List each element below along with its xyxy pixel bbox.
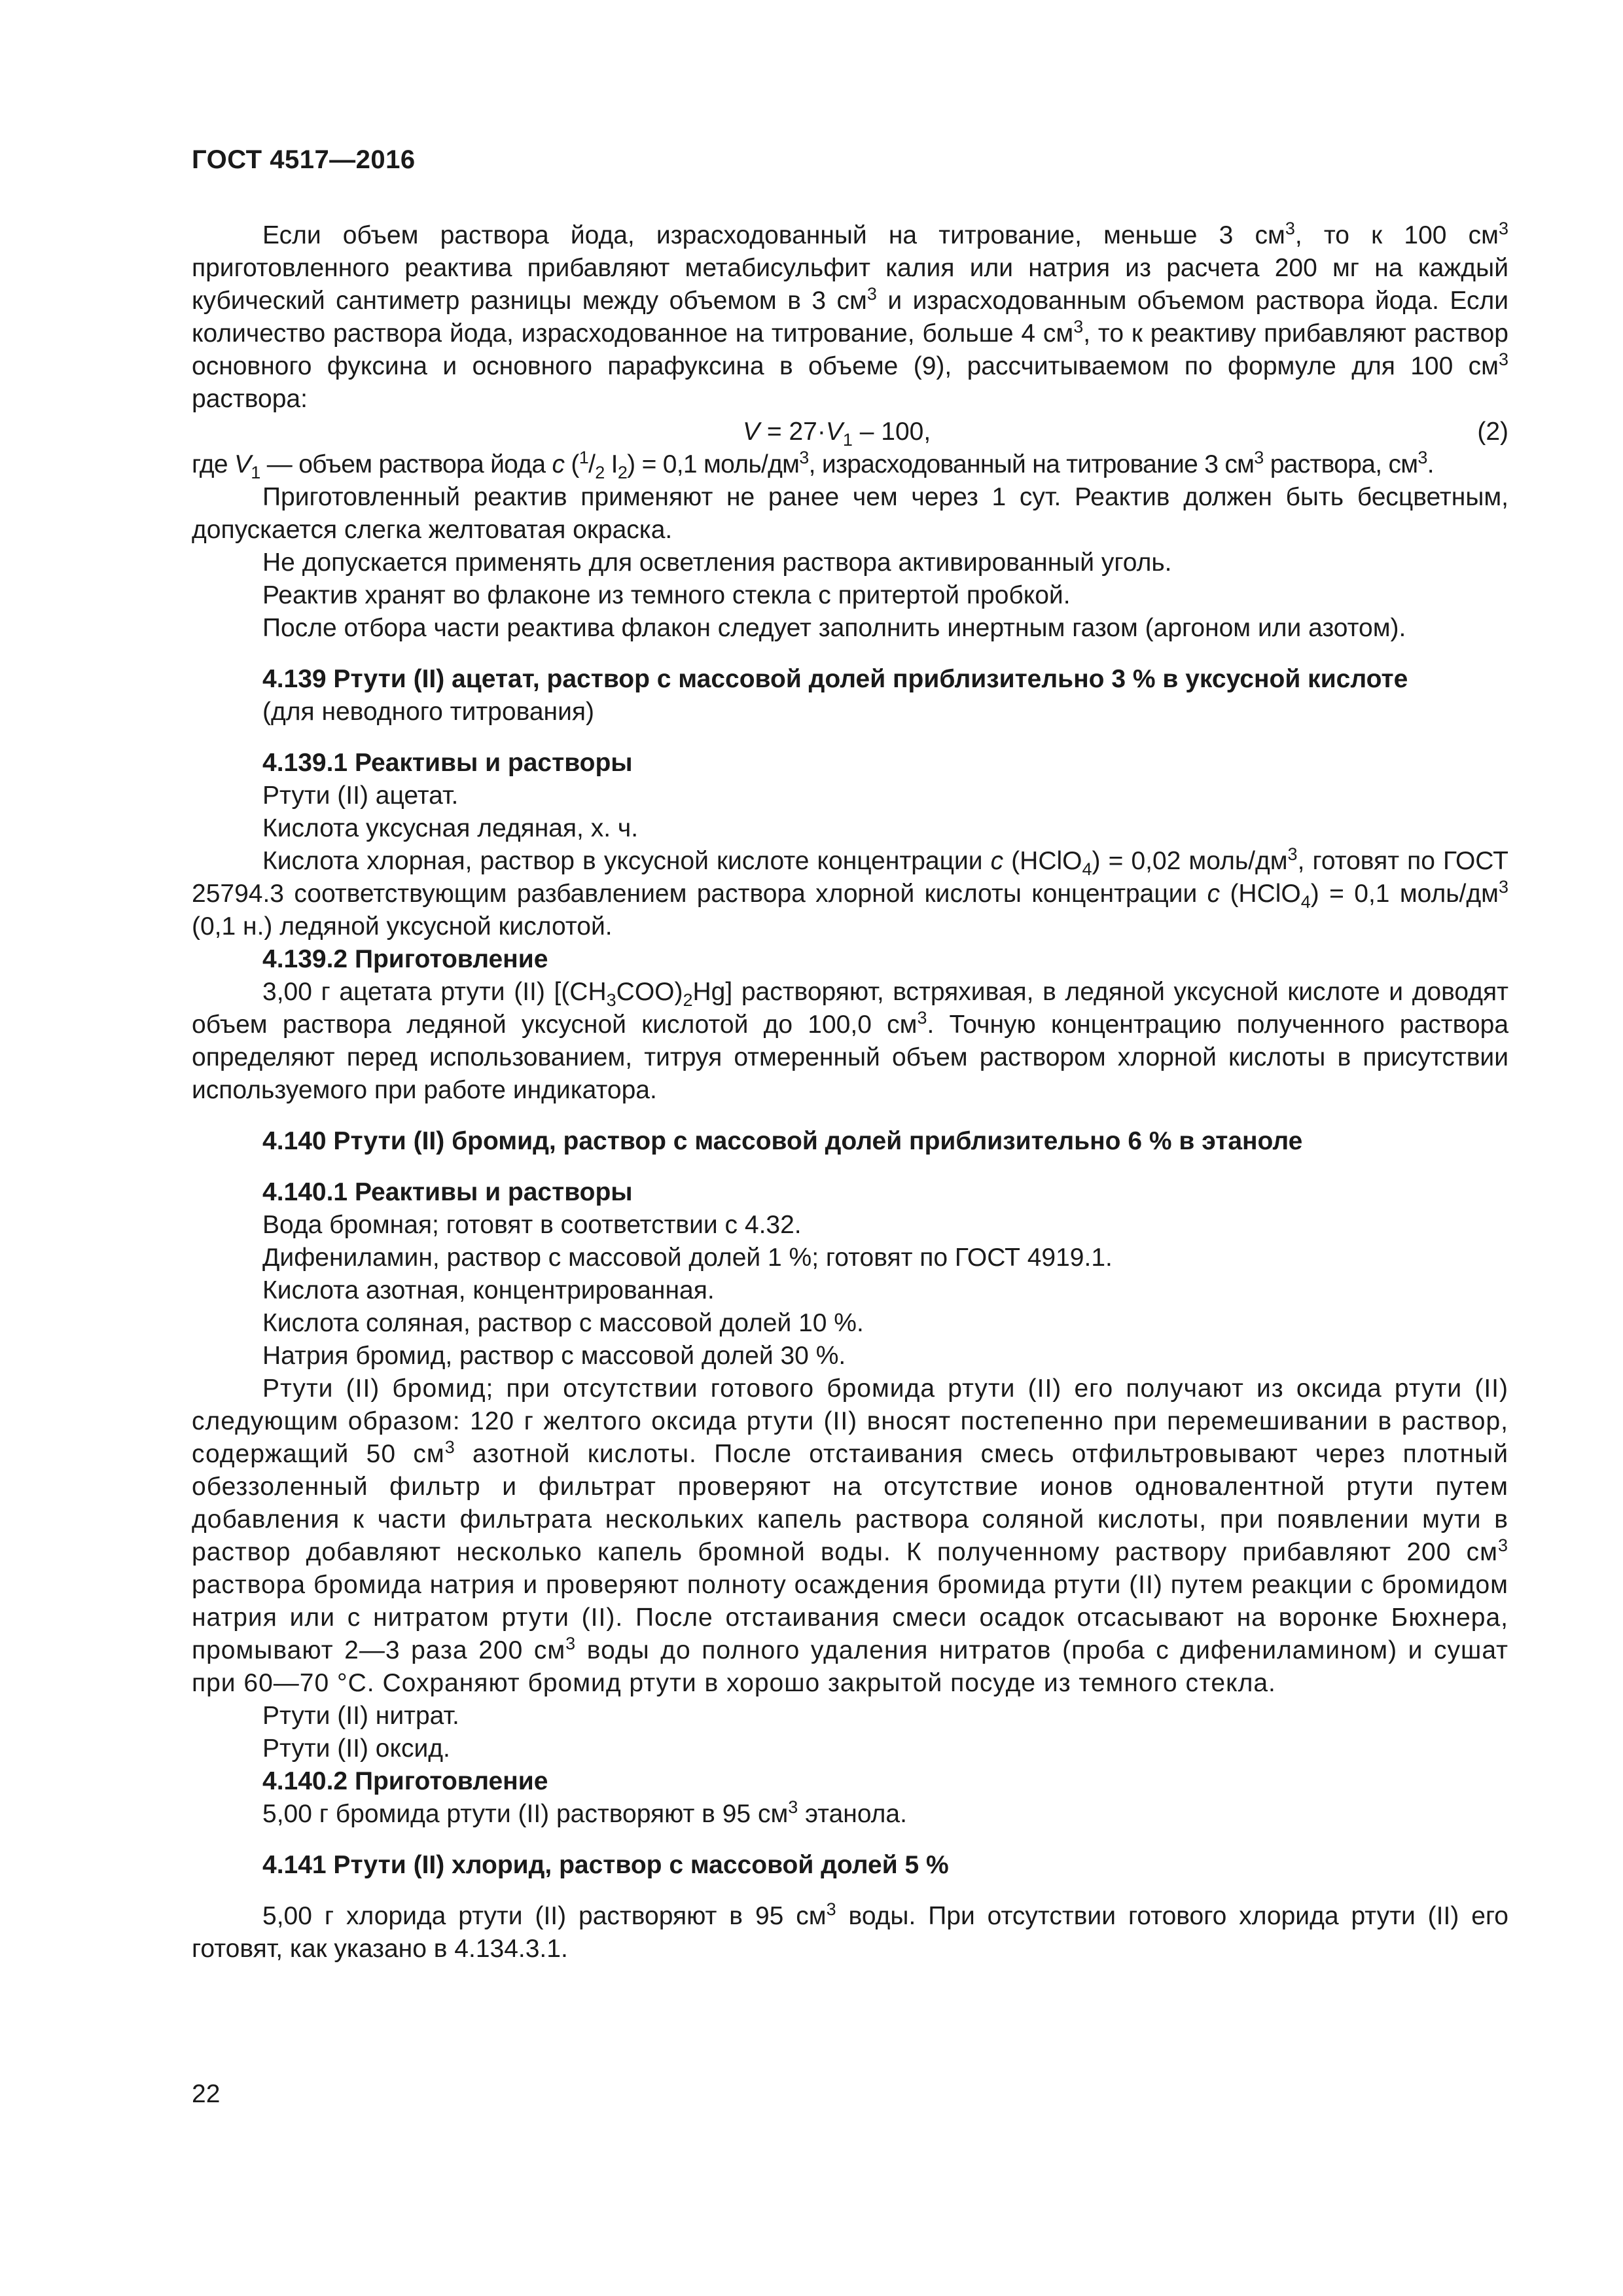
formula: [192, 416, 1508, 448]
intro-paragraph: После отбора части реактива флакон следует заполнить инертным газом (аргоном или азотом).: [262, 614, 1406, 642]
preparation-paragraph: 5,00 г бромида ртути (II) растворяют в 95 $см^3$ этанола.: [262, 1797, 907, 1828]
formula-legend: где $V_1$ — объем раствора йода c ($^1/_2$ $I_2) = 0,1$ моль/$дм^3$, израсходованный на титрование 3 $см^3$ раствора, $см^3$.: [192, 448, 1434, 482]
formula-expression: $V = 27\cdot V_1 - 100$,: [743, 418, 931, 450]
preparation-paragraph: 5,00 г хлорида ртути (II) растворяют в 95 $см^3$ воды. При отсутствии готового хлорида ртути (II) его готовят, как указано в 4.134.3.1.: [192, 1899, 1508, 1963]
reagent-item: Натрия бромид, раствор с массовой долей 30 %.: [262, 1342, 846, 1370]
section-heading-note: (для неводного титрования): [262, 698, 594, 726]
section-heading-4-139: 4.139 Ртути (II) ацетат, раствор с массовой долей приблизительно 3 % в уксусной кислоте: [262, 665, 1408, 693]
reagent-item: Вода бромная; готовят в соответствии с 4.32.: [262, 1211, 802, 1239]
subsection-heading-4-139-2: 4.139.2 Приготовление: [262, 945, 548, 973]
reagent-item: Ртути (II) нитрат.: [262, 1702, 459, 1730]
section-heading-4-141: 4.141 Ртути (II) хлорид, раствор с массовой долей 5 %: [262, 1851, 949, 1879]
reagent-item: Ртути (II) ацетат.: [262, 781, 459, 810]
page-number: 22: [192, 2080, 221, 2108]
reagent-item: Кислота хлорная, раствор в уксусной кислоте концентрации c (HClO$_4$) = 0,02 моль/$дм^3$, готовят по ГОСТ 25794.3 соответствующим разбавлением раствора хлорной кислоты концентрации c (HClO$_4$) = 0,1 моль/$дм^3$ (0,1 н.) ледяной уксусной кислотой.: [192, 844, 1508, 941]
document-header: ГОСТ 4517—2016: [192, 145, 416, 174]
reagent-item: Кислота соляная, раствор с массовой долей 10 %.: [262, 1309, 864, 1337]
reagent-item: Кислота азотная, концентрированная.: [262, 1276, 715, 1304]
preparation-paragraph: 3,00 г ацетата ртути (II) $[(CH_3COO)_2Hg]$ растворяют, встряхивая, в ледяной уксусной кислоте и доводят объем раствора ледяной уксусной кислотой до 100,0 $см^3$. Точную концентрацию полученного раствора определяют перед использованием, титруя отмеренный объем раствором хлорной кислоты в присутствии используемого при работе индикатора.: [192, 978, 1509, 1104]
reagent-item: Ртути (II) оксид.: [262, 1734, 450, 1763]
document-body: [192, 219, 1508, 1965]
intro-paragraph: Приготовленный реактив применяют не ранее чем через 1 сут. Реактив должен быть бесцветным, допускается слегка желтоватая окраска.: [192, 483, 1508, 544]
section-heading-4-140: 4.140 Ртути (II) бромид, раствор с массовой долей приблизительно 6 % в этаноле: [262, 1127, 1303, 1155]
intro-paragraph: Если объем раствора йода, израсходованный на титрование, меньше 3 $см^3$, то к 100 $см^3$ приготовленного реактива прибавляют метабисульфит калия или натрия из расчета 200 мг на каждый кубический сантиметр разницы между объемом в 3 $см^3$ и израсходованным объемом раствора йода. Если количество раствора йода, израсходованное на титрование, больше 4 $см^3$, то к реактиву прибавляют раствор основного фуксина и основного парафуксина в объеме (9), рассчитываемом по формуле для 100 $см^3$ раствора:: [192, 219, 1508, 413]
subsection-heading-4-139-1: 4.139.1 Реактивы и растворы: [262, 749, 633, 777]
subsection-heading-4-140-1: 4.140.1 Реактивы и растворы: [262, 1178, 633, 1206]
reagent-item: Кислота уксусная ледяная, х. ч.: [262, 814, 639, 842]
subsection-heading-4-140-2: 4.140.2 Приготовление: [262, 1767, 548, 1795]
intro-paragraph: Реактив хранят во флаконе из темного стекла с притертой пробкой.: [262, 581, 1071, 609]
formula-number: (2): [1477, 418, 1508, 446]
reagent-item: Дифениламин, раствор с массовой долей 1 %; готовят по ГОСТ 4919.1.: [262, 1244, 1113, 1272]
reagent-item: Ртути (II) бромид; при отсутствии готового бромида ртути (II) его получают из оксида ртути (II) следующим образом: 120 г желтого оксида ртути (II) вносят постепенно при перемешивании в раствор, содержащий 50 $см^3$ азотной кислоты. После отстаивания смесь отфильтровывают через плотный обеззоленный фильтр и фильтрат проверяют на отсутствие ионов одновалентной ртути путем добавления к части фильтрата нескольких капель раствора соляной кислоты, при появлении мути в раствор добавляют несколько капель бромной воды. К полученному раствору прибавляют 200 $см^3$ раствора бромида натрия и проверяют полноту осаждения бромида ртути (II) путем реакции с бромидом натрия или с нитратом ртути (II). После отстаивания смеси осадок отсасывают на воронке Бюхнера, промывают 2—3 раза 200 $см^3$ воды до полного удаления нитратов (проба с дифениламином) и сушат при 60—70 °C. Сохраняют бромид ртути в хорошо закрытой посуде из темного стекла.: [192, 1374, 1509, 1697]
intro-paragraph: Не допускается применять для осветления раствора активированный уголь.: [262, 548, 1172, 577]
